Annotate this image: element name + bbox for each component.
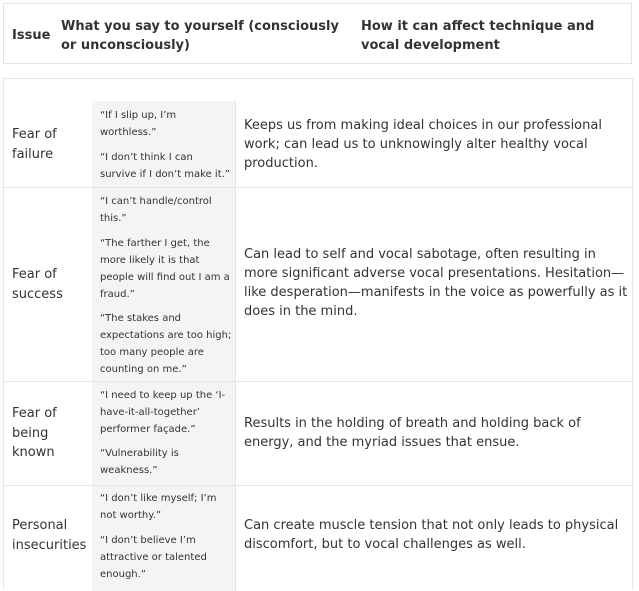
quotes-cell	[92, 188, 236, 381]
effect-cell	[236, 101, 633, 187]
quotes-cell	[92, 382, 236, 485]
quote-text: “I can’t handle/control this.”	[100, 196, 212, 224]
effect-cell	[236, 382, 633, 485]
effect-cell	[236, 188, 633, 381]
effect-text: Can lead to self and vocal sabotage, often resulting in more significant adverse vocal presentations. Hesitation—like desperation—manifests in the voice as powerfully as it does in the mind.	[244, 247, 628, 319]
quote-text: “I need to keep up the ‘I-have-it-all-together’ performer façade.”	[100, 390, 226, 435]
table-row-fear-of-success	[4, 188, 633, 382]
quote-text: “I don’t believe I’m attractive or talented enough.”	[100, 535, 207, 580]
issue-label: Fear of success	[12, 267, 63, 302]
effect-text: Keeps us from making ideal choices in our professional work; can lead us to unknowingly alter healthy vocal production.	[244, 118, 602, 171]
issue-label: Personal insecurities	[12, 518, 87, 553]
header-issue: Issue	[12, 28, 51, 43]
effect-text: Results in the holding of breath and holding back of energy, and the myriad issues that ensue.	[244, 416, 581, 450]
quote-text: “I don’t like myself; I’m not worthy.”	[100, 493, 217, 521]
table-body	[3, 78, 633, 590]
table-right-border	[632, 78, 633, 590]
quote-text: “I don’t think I can survive if I don’t make it.”	[100, 152, 230, 180]
issue-label: Fear of failure	[12, 127, 57, 162]
table-row-fear-of-being-known	[4, 382, 633, 486]
issue-cell	[4, 382, 92, 485]
effect-text: Can create muscle tension that not only leads to physical discomfort, but to vocal challenges as well.	[244, 518, 619, 552]
header-how-it-affects: How it can affect technique and vocal development	[361, 19, 595, 53]
table-header	[3, 3, 632, 64]
quote-text: “Vulnerability is weakness.”	[100, 448, 179, 476]
issue-cell	[4, 188, 92, 381]
quotes-cell	[92, 101, 236, 187]
table-row-personal-insecurities	[4, 486, 633, 591]
quote-text: “If I slip up, I’m worthless.”	[100, 110, 177, 138]
quote-text: “The farther I get, the more likely it is that people will find out I am a fraud.”	[100, 238, 230, 300]
issue-label: Fear of being known	[12, 406, 57, 460]
table-spacer-row	[4, 79, 633, 102]
header-what-you-say: What you say to yourself (consciously or unconsciously)	[61, 19, 339, 53]
effect-cell	[236, 486, 633, 591]
issue-cell	[4, 101, 92, 187]
quote-text: “The stakes and expectations are too high; too many people are counting on me.”	[100, 313, 232, 375]
quotes-cell	[92, 486, 236, 591]
issue-cell	[4, 486, 92, 591]
table-row-fear-of-failure	[4, 101, 633, 188]
